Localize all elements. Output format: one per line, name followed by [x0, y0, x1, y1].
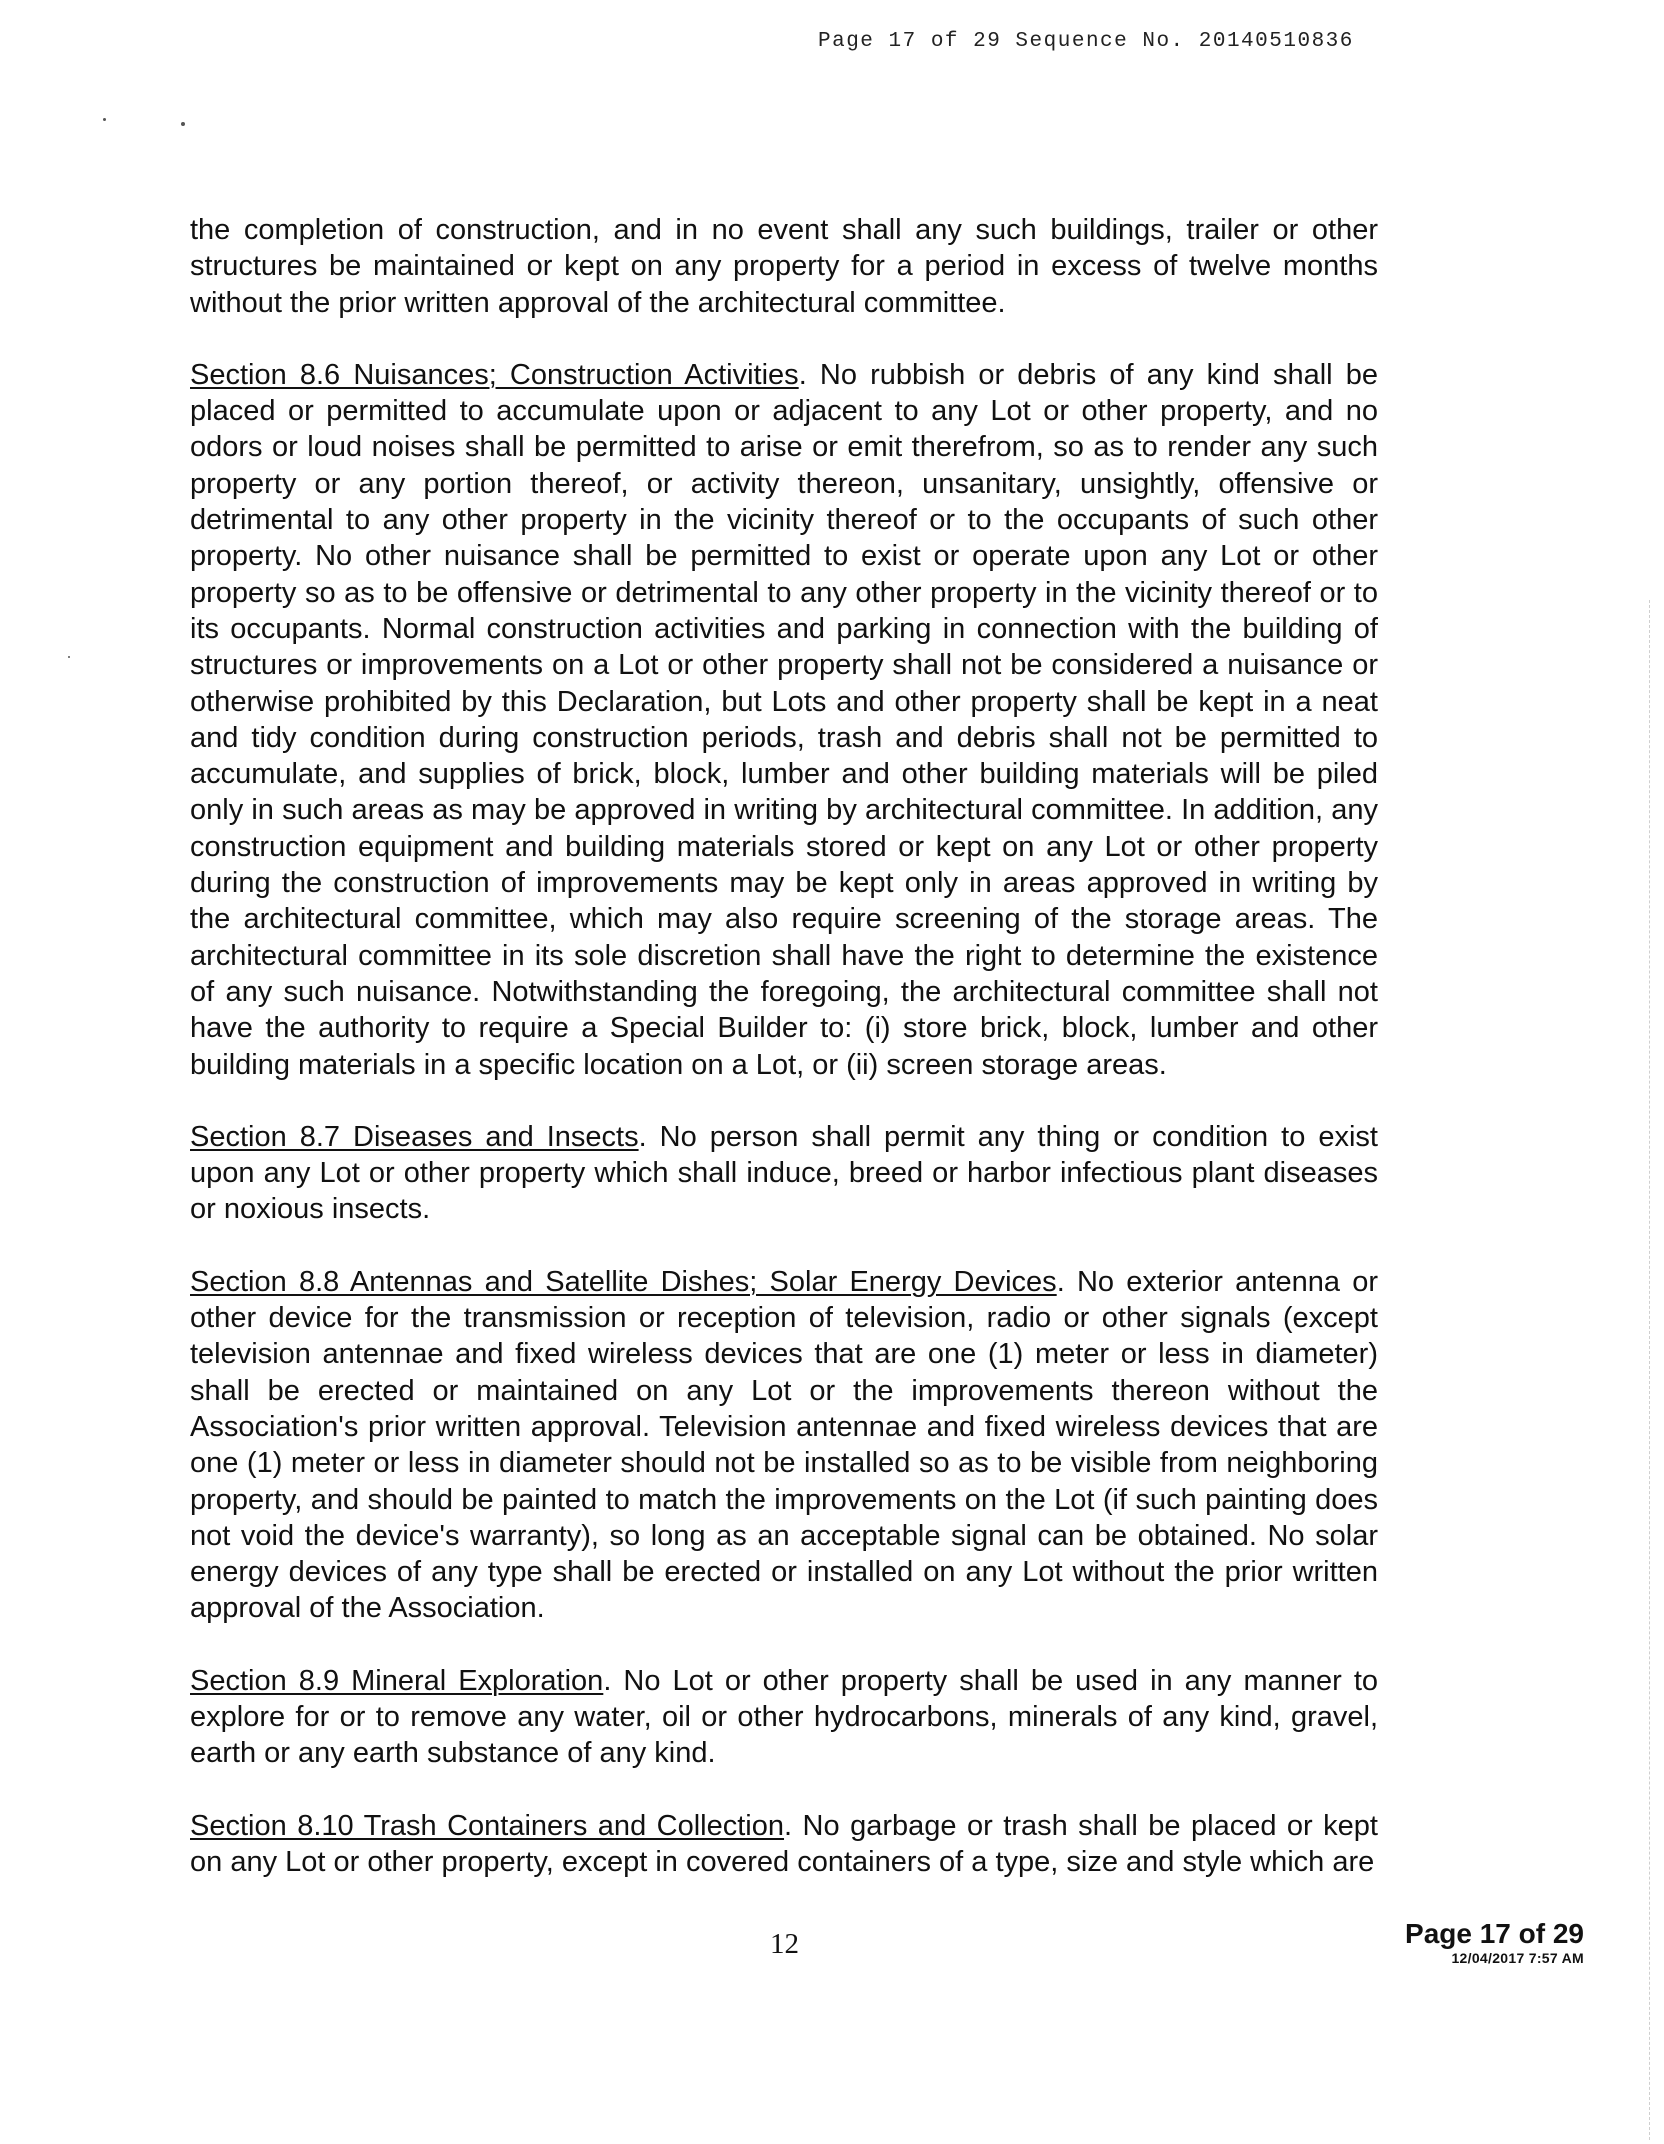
section-heading: Section 8.9 Mineral Exploration	[190, 1664, 604, 1697]
scan-edge-line	[1649, 600, 1650, 2140]
paragraph-continuation	[190, 212, 1378, 321]
paragraph-section-8-10	[190, 1808, 1378, 1881]
paragraph-text: the completion of construction, and in no event shall any such buildings, trailer or other structures be maintained or kept on any property for a period in excess of twelve months without the prior written approval of the architectural committee.	[190, 214, 1378, 319]
scan-speck	[68, 656, 70, 658]
paragraph-section-8-9	[190, 1663, 1378, 1772]
page-number: 12	[770, 1928, 799, 1960]
paragraph-text: . No person shall permit any thing or condition to exist upon any Lot or other property which shall induce, breed or harbor infectious plant diseases or noxious insects.	[190, 1120, 1378, 1226]
paragraph-text: . No exterior antenna or other device for the transmission or reception of television, radio or other signals (except television antennae and fixed wireless devices that are one (1) meter or less in diameter) shall be erected or maintained on any Lot or the improvements thereon without the Association's prior written approval. Television antennae and fixed wireless devices that are one (1) meter or less in diameter should not be installed so as to be visible from neighboring property, and should be painted to match the improvements on the Lot (if such painting does not void the device's warranty), so long as an acceptable signal can be obtained. No solar energy devices of any type shall be erected or installed on any Lot without the prior written approval of the Association.	[190, 1265, 1378, 1625]
section-heading: Section 8.8 Antennas and Satellite Dishes; Solar Energy Devices	[190, 1265, 1057, 1298]
recording-stamp	[1405, 1918, 1584, 1966]
section-heading: Section 8.7 Diseases and Insects	[190, 1120, 639, 1153]
paragraph-text: . No Lot or other property shall be used in any manner to explore for or to remove any water, oil or other hydrocarbons, minerals of any kind, gravel, earth or any earth substance of any kind.	[190, 1664, 1378, 1770]
paragraph-text: . No garbage or trash shall be placed or kept on any Lot or other property, except in covered containers of a type, size and style which are	[190, 1809, 1378, 1878]
stamp-date: 12/04/2017 7:57 AM	[1451, 1950, 1584, 1966]
section-heading: Section 8.6 Nuisances; Construction Activities	[190, 358, 799, 391]
scan-speck	[103, 118, 106, 121]
paragraph-section-8-6	[190, 357, 1378, 1083]
page-header: Page 17 of 29 Sequence No. 20140510836	[818, 30, 1354, 53]
stamp-page-count: Page 17 of 29	[1405, 1918, 1584, 1949]
paragraph-text: . No rubbish or debris of any kind shall be placed or permitted to accumulate upon or adjacent to any Lot or other property, and no odors or loud noises shall be permitted to arise or emit therefrom, so as to render any such property or any portion thereof, or activity thereon, unsanitary, unsightly, offensive or detrimental to any other property in the vicinity thereof or to the occupants of such other property. No other nuisance shall be permitted to exist or operate upon any Lot or other property so as to be offensive or detrimental to any other property in the vicinity thereof or to its occupants. Normal construction activities and parking in connection with the building of structures or improvements on a Lot or other property shall not be considered a nuisance or otherwise prohibited by this Declaration, but Lots and other property shall be kept in a neat and tidy condition during construction periods, trash and debris shall not be permitted to accumulate, and supplies of brick, block, lumber and other building materials will be piled only in such areas as may be approved in writing by architectural committee. In addition, any construction equipment and building materials stored or kept on any Lot or other property during the construction of improvements may be kept only in areas approved in writing by the architectural committee, which may also require screening of the storage areas. The architectural committee in its sole discretion shall have the right to determine the existence of any such nuisance. Notwithstanding the foregoing, the architectural committee shall not have the authority to require a Special Builder to: (i) store brick, block, lumber and other building materials in a specific location on a Lot, or (ii) screen storage areas.	[190, 358, 1379, 1081]
section-heading: Section 8.10 Trash Containers and Collection	[190, 1809, 785, 1842]
paragraph-section-8-8	[190, 1264, 1378, 1627]
paragraph-section-8-7	[190, 1119, 1378, 1228]
document-body	[190, 212, 1378, 1880]
scan-speck	[181, 122, 185, 126]
